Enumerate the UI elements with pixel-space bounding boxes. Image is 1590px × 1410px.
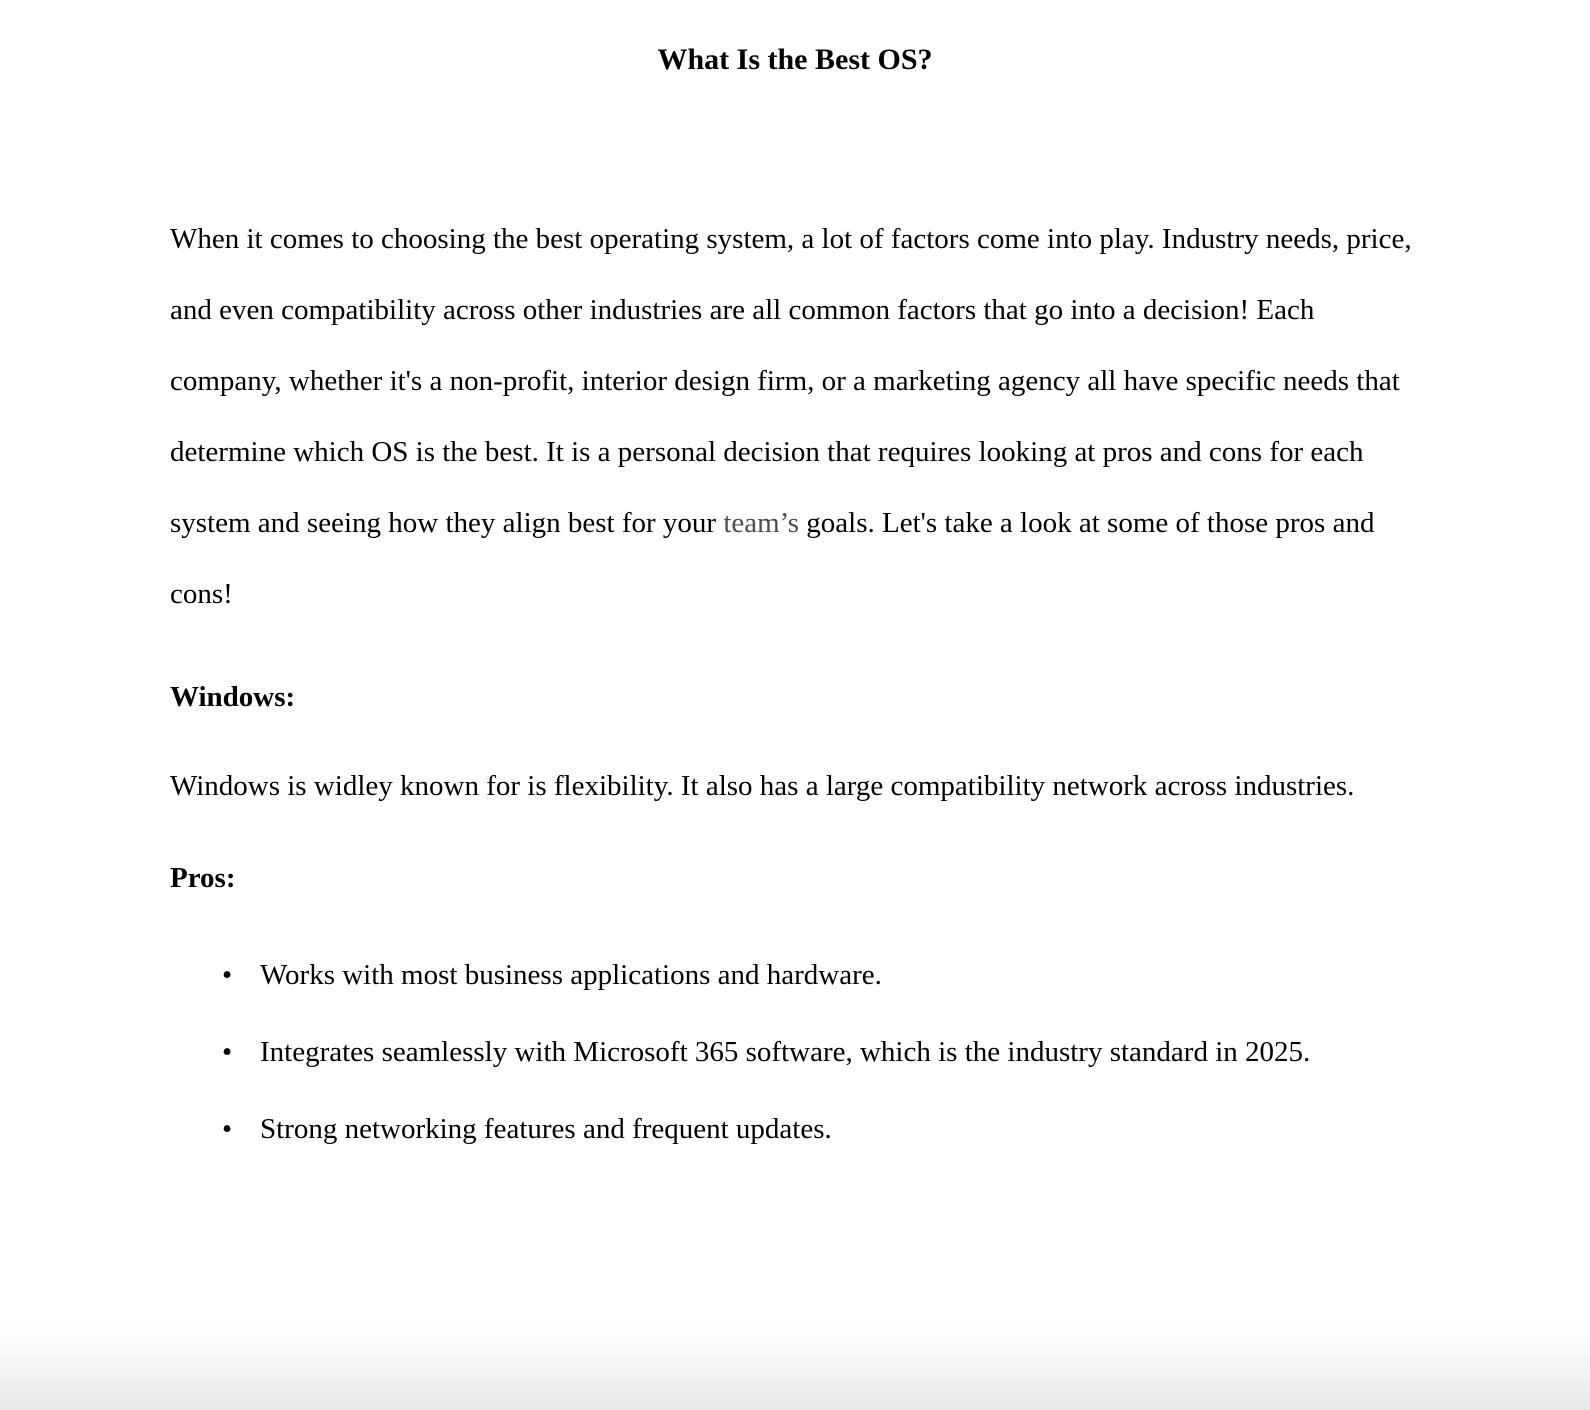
windows-paragraph: Windows is widley known for is flexibility. It also has a large compatibility network across industries. (170, 770, 1355, 802)
pros-section-heading: Pros: (170, 862, 236, 894)
list-item-text: Works with most business applications and hardware. (260, 959, 882, 991)
intro-muted-word: team’s (723, 507, 800, 539)
intro-text-before: When it comes to choosing the best operating system, a lot of factors come into play. Industry needs, price, and even compatibility across other industries are all common factors that go into a decision! Each company, whether it's a non-profit, interior design firm, or a marketing agency all have specific needs that determine which OS is the best. It is a personal decision that requires looking at pros and cons for each system and seeing how they align best for your (170, 223, 1412, 539)
list-item (222, 1094, 1420, 1165)
windows-section-heading: Windows: (170, 681, 296, 713)
bullet-icon: • (222, 1113, 233, 1145)
list-item (222, 1017, 1420, 1088)
bullet-icon: • (222, 1036, 233, 1068)
pros-list (170, 940, 1420, 1165)
list-item-text: Integrates seamlessly with Microsoft 365 software, which is the industry standard in 2025. (260, 1036, 1311, 1068)
bullet-icon: • (222, 959, 233, 991)
intro-text-after: goals. Let's take a look at some of those pros and cons! (170, 507, 1375, 610)
list-item-text: Strong networking features and frequent updates. (260, 1113, 832, 1145)
intro-paragraph (170, 204, 1420, 630)
document-title: What Is the Best OS? (657, 43, 933, 76)
list-item (222, 940, 1420, 1011)
